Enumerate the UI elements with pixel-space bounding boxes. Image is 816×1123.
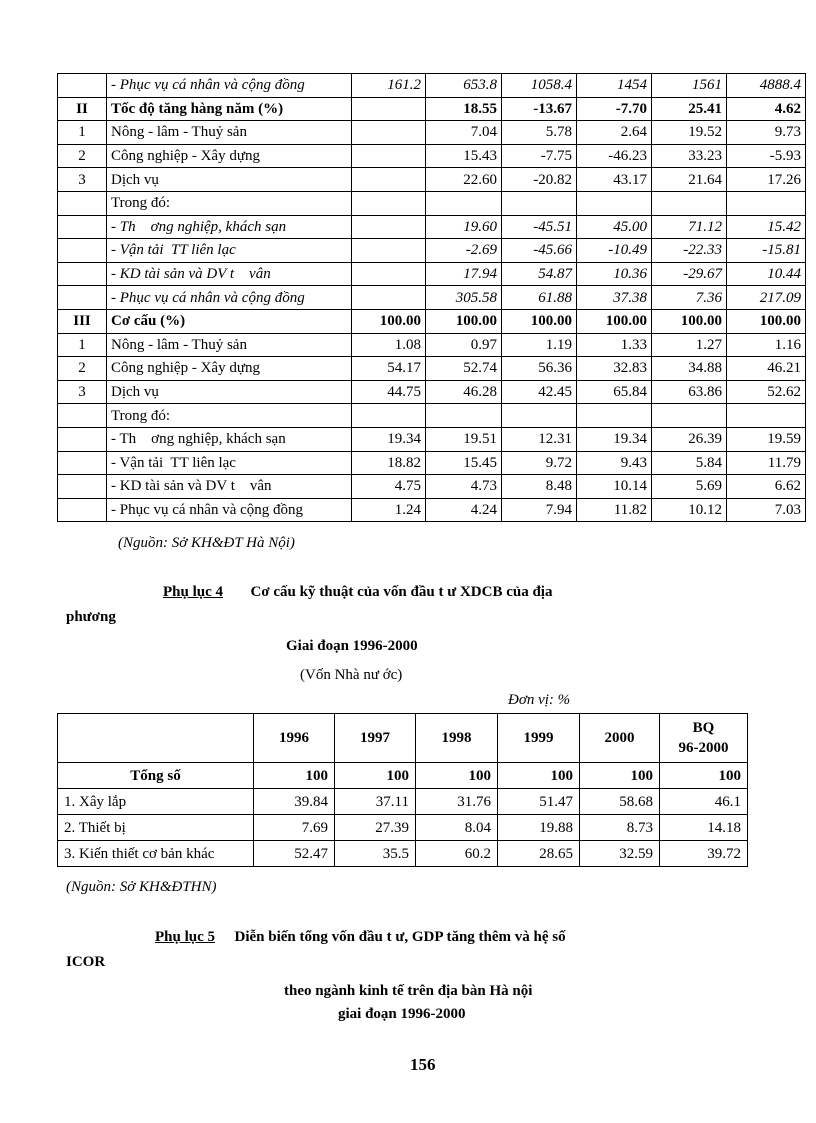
table1-cell: 100.00 <box>727 309 806 333</box>
table1-cell: 100.00 <box>426 309 502 333</box>
table1-row-number <box>58 427 107 451</box>
table2-header-1999: 1999 <box>498 714 580 763</box>
table1-row-number: 1 <box>58 333 107 357</box>
table2-cell: 51.47 <box>498 789 580 815</box>
table1-cell: 217.09 <box>727 286 806 310</box>
table2-row <box>58 763 748 789</box>
table2-cell: 31.76 <box>416 789 498 815</box>
table1-cell <box>352 121 426 145</box>
table1-cell: 7.94 <box>502 498 577 522</box>
table1-cell <box>727 191 806 215</box>
table1-cell: 10.14 <box>577 475 652 499</box>
table1-cell: -10.49 <box>577 239 652 263</box>
table1-cell: 61.88 <box>502 286 577 310</box>
table1-cell: 1561 <box>652 74 727 98</box>
table1-cell: 653.8 <box>426 74 502 98</box>
table1-row-label: - Vận tải TT liên lạc <box>107 239 352 263</box>
table1-cell: 9.72 <box>502 451 577 475</box>
table2-cell: 58.68 <box>580 789 660 815</box>
appendix4-heading <box>163 584 552 601</box>
table1-cell: 32.83 <box>577 357 652 381</box>
table1-cell: -7.75 <box>502 144 577 168</box>
table1-cell: 19.59 <box>727 427 806 451</box>
table2-row-label: 1. Xây lắp <box>58 789 254 815</box>
table1-cell <box>352 215 426 239</box>
table1-row-label: Cơ cấu (%) <box>107 309 352 333</box>
table1-row-number <box>58 286 107 310</box>
appendix5-subtitle: theo ngành kinh tế trên địa bàn Hà nội <box>284 983 533 999</box>
table2-cell: 35.5 <box>335 841 416 867</box>
table1-cell: 26.39 <box>652 427 727 451</box>
table1-cell: 9.73 <box>727 121 806 145</box>
table1-cell: 21.64 <box>652 168 727 192</box>
table2-row-label: Tổng số <box>58 763 254 789</box>
table2-header-empty <box>58 714 254 763</box>
table1-cell: 44.75 <box>352 380 426 404</box>
table2-cell: 46.1 <box>660 789 748 815</box>
table1-cell: 4.75 <box>352 475 426 499</box>
table2-cell: 39.72 <box>660 841 748 867</box>
table1-row <box>58 498 806 522</box>
table1-cell: 46.21 <box>727 357 806 381</box>
table1-cell: 8.48 <box>502 475 577 499</box>
table1-row <box>58 74 806 98</box>
table1-cell: 6.62 <box>727 475 806 499</box>
appendix4-period: Giai đoạn 1996-2000 <box>286 638 418 654</box>
table1-cell: 63.86 <box>652 380 727 404</box>
table1-row-number <box>58 404 107 428</box>
table1-cell: -2.69 <box>426 239 502 263</box>
table1-cell: 19.52 <box>652 121 727 145</box>
table1-cell <box>352 168 426 192</box>
appendix5-title-cont: ICOR <box>66 954 106 970</box>
table2-cell: 100 <box>660 763 748 789</box>
table1-cell: 1.19 <box>502 333 577 357</box>
table1-cell <box>577 404 652 428</box>
table1-row-label: Công nghiệp - Xây dựng <box>107 144 352 168</box>
table1-cell: 18.55 <box>426 97 502 121</box>
table1-cell: -46.23 <box>577 144 652 168</box>
table2-cell: 60.2 <box>416 841 498 867</box>
table1-cell: 65.84 <box>577 380 652 404</box>
table1-row-label: Nông - lâm - Thuỷ sản <box>107 333 352 357</box>
table2-header-bq-line1: BQ <box>692 720 715 736</box>
appendix4-title: Cơ cấu kỹ thuật của vốn đầu t ư XDCB của địa <box>250 584 553 600</box>
table1-cell: 34.88 <box>652 357 727 381</box>
table1-cell: 45.00 <box>577 215 652 239</box>
table1-row-label: Trong đó: <box>107 404 352 428</box>
appendix4-unit: Đơn vị: % <box>508 692 571 708</box>
table1-row <box>58 144 806 168</box>
table1-cell: 5.84 <box>652 451 727 475</box>
table1-cell: -15.81 <box>727 239 806 263</box>
table1-row-number <box>58 498 107 522</box>
table1-row-number: 1 <box>58 121 107 145</box>
table1-cell: 100.00 <box>502 309 577 333</box>
table1-row-label: - Th ơng nghiệp, khách sạn <box>107 427 352 451</box>
table1-row <box>58 215 806 239</box>
table2-cell: 52.47 <box>254 841 335 867</box>
table1-row-label: Dịch vụ <box>107 168 352 192</box>
table1-cell <box>577 191 652 215</box>
table1-row-label: Nông - lâm - Thuỷ sản <box>107 121 352 145</box>
table1-source: (Nguồn: Sở KH&ĐT Hà Nội) <box>118 535 295 551</box>
table2-cell: 100 <box>254 763 335 789</box>
table1-cell: -20.82 <box>502 168 577 192</box>
table2-cell: 100 <box>416 763 498 789</box>
table2-header-1996: 1996 <box>254 714 335 763</box>
table1-cell: 19.60 <box>426 215 502 239</box>
table1-row <box>58 262 806 286</box>
table1-cell: 15.43 <box>426 144 502 168</box>
table1-row <box>58 427 806 451</box>
table1-row <box>58 168 806 192</box>
table1-cell <box>502 191 577 215</box>
table1-cell: -45.51 <box>502 215 577 239</box>
table2-cell: 100 <box>498 763 580 789</box>
table1-cell: 100.00 <box>577 309 652 333</box>
table1-cell: 100.00 <box>352 309 426 333</box>
table1-row-label: Dịch vụ <box>107 380 352 404</box>
table1-cell: 10.44 <box>727 262 806 286</box>
table1-cell: 1058.4 <box>502 74 577 98</box>
table1-cell: -7.70 <box>577 97 652 121</box>
table1-cell <box>502 404 577 428</box>
table2-header-bq-line2: 96-2000 <box>678 740 729 756</box>
table1-cell: 42.45 <box>502 380 577 404</box>
table1-cell: -13.67 <box>502 97 577 121</box>
table1-row <box>58 121 806 145</box>
appendix5-period: giai đoạn 1996-2000 <box>338 1006 466 1022</box>
table1-cell: 4.24 <box>426 498 502 522</box>
table1-row <box>58 380 806 404</box>
table2-cell: 32.59 <box>580 841 660 867</box>
table1-cell: 1.27 <box>652 333 727 357</box>
table1-cell: 1.16 <box>727 333 806 357</box>
appendix4-label: Phụ lục 4 <box>163 584 224 600</box>
table1-cell: 17.26 <box>727 168 806 192</box>
table1-cell: -45.66 <box>502 239 577 263</box>
table1-cell: 10.36 <box>577 262 652 286</box>
table1-cell <box>426 404 502 428</box>
table1-row-number <box>58 451 107 475</box>
capital-structure-table <box>57 713 748 867</box>
table1-row <box>58 333 806 357</box>
table1-cell: 1.33 <box>577 333 652 357</box>
table1-cell: 25.41 <box>652 97 727 121</box>
table1-cell: 12.31 <box>502 427 577 451</box>
table2-header-2000: 2000 <box>580 714 660 763</box>
table1-cell <box>426 191 502 215</box>
table1-cell: 1.24 <box>352 498 426 522</box>
table1-row-label: Trong đó: <box>107 191 352 215</box>
table1-cell: 71.12 <box>652 215 727 239</box>
table1-row <box>58 286 806 310</box>
table1-cell: 0.97 <box>426 333 502 357</box>
table1-row <box>58 191 806 215</box>
table1-row-label: - KD tài sản và DV t vân <box>107 262 352 286</box>
appendix4-subtitle: (Vốn Nhà nư ớc) <box>300 667 403 683</box>
table1-cell: 4.73 <box>426 475 502 499</box>
table1-cell: 10.12 <box>652 498 727 522</box>
table1-row <box>58 97 806 121</box>
table1-row <box>58 404 806 428</box>
table1-cell <box>352 239 426 263</box>
table1-row-number: 2 <box>58 357 107 381</box>
table2-row-label: 2. Thiết bị <box>58 815 254 841</box>
table2-cell: 8.73 <box>580 815 660 841</box>
table1-cell: 5.78 <box>502 121 577 145</box>
table1-cell: 7.36 <box>652 286 727 310</box>
table2-cell: 28.65 <box>498 841 580 867</box>
table1-cell: 161.2 <box>352 74 426 98</box>
table1-cell: 56.36 <box>502 357 577 381</box>
table2-cell: 27.39 <box>335 815 416 841</box>
table1-row <box>58 475 806 499</box>
table1-cell: 18.82 <box>352 451 426 475</box>
table1-cell: 2.64 <box>577 121 652 145</box>
growth-structure-table <box>57 73 806 522</box>
table2-cell: 19.88 <box>498 815 580 841</box>
table1-row-number: 3 <box>58 168 107 192</box>
table1-cell: 7.03 <box>727 498 806 522</box>
table2-cell: 39.84 <box>254 789 335 815</box>
table2-header-bq <box>660 714 748 763</box>
table1-cell <box>652 404 727 428</box>
table1-cell: 1.08 <box>352 333 426 357</box>
table1-cell: 19.51 <box>426 427 502 451</box>
table1-cell: 4.62 <box>727 97 806 121</box>
table1-row-number: 2 <box>58 144 107 168</box>
table1-cell: 100.00 <box>652 309 727 333</box>
page-number: 156 <box>410 1055 436 1074</box>
appendix5-label: Phụ lục 5 <box>155 929 216 945</box>
table1-cell: 15.42 <box>727 215 806 239</box>
table2-row <box>58 789 748 815</box>
table1-cell: 11.79 <box>727 451 806 475</box>
table1-cell: 19.34 <box>577 427 652 451</box>
table1-cell <box>352 144 426 168</box>
table1-row-number: 3 <box>58 380 107 404</box>
table1-cell: 54.87 <box>502 262 577 286</box>
table1-cell: 43.17 <box>577 168 652 192</box>
table1-cell: -29.67 <box>652 262 727 286</box>
table1-cell: 54.17 <box>352 357 426 381</box>
table1-row-number: III <box>58 309 107 333</box>
table1-row-number <box>58 262 107 286</box>
appendix5-heading <box>155 929 566 946</box>
table2-source: (Nguồn: Sở KH&ĐTHN) <box>66 879 217 895</box>
table1-cell: 4888.4 <box>727 74 806 98</box>
table1-row-label: Tốc độ tăng hàng năm (%) <box>107 97 352 121</box>
table1-row-number <box>58 191 107 215</box>
table1-row-number <box>58 475 107 499</box>
table1-cell: 15.45 <box>426 451 502 475</box>
table1-cell <box>352 262 426 286</box>
table1-row-label: - KD tài sản và DV t vân <box>107 475 352 499</box>
table1-cell: 37.38 <box>577 286 652 310</box>
table1-cell: 46.28 <box>426 380 502 404</box>
table1-cell <box>352 191 426 215</box>
table2-header-1997: 1997 <box>335 714 416 763</box>
table1-row-label: - Phục vụ cá nhân và cộng đồng <box>107 74 352 98</box>
table1-cell <box>727 404 806 428</box>
table1-cell: 22.60 <box>426 168 502 192</box>
table1-row-label: - Phục vụ cá nhân và cộng đồng <box>107 286 352 310</box>
table2-row <box>58 841 748 867</box>
table1-row <box>58 357 806 381</box>
table2-row <box>58 815 748 841</box>
table1-row <box>58 239 806 263</box>
table1-cell: 5.69 <box>652 475 727 499</box>
table1-cell <box>652 191 727 215</box>
table1-cell: 52.62 <box>727 380 806 404</box>
table1-row-number <box>58 74 107 98</box>
table1-row <box>58 451 806 475</box>
appendix4-title-cont: phương <box>66 609 116 625</box>
table1-row-label: - Vận tải TT liên lạc <box>107 451 352 475</box>
table1-row-label: Công nghiệp - Xây dựng <box>107 357 352 381</box>
table1-cell: 7.04 <box>426 121 502 145</box>
table1-cell: -5.93 <box>727 144 806 168</box>
table2-cell: 100 <box>335 763 416 789</box>
table1-row-number <box>58 215 107 239</box>
table1-cell: 52.74 <box>426 357 502 381</box>
table1-cell: 11.82 <box>577 498 652 522</box>
table1-row-label: - Th ơng nghiệp, khách sạn <box>107 215 352 239</box>
table1-cell: -22.33 <box>652 239 727 263</box>
table1-cell: 33.23 <box>652 144 727 168</box>
table1-cell: 9.43 <box>577 451 652 475</box>
table2-header-row <box>58 714 748 763</box>
table2-cell: 7.69 <box>254 815 335 841</box>
table1-cell <box>352 404 426 428</box>
table1-row <box>58 309 806 333</box>
table2-cell: 8.04 <box>416 815 498 841</box>
table1-cell: 1454 <box>577 74 652 98</box>
table1-row-number: II <box>58 97 107 121</box>
table1-cell <box>352 286 426 310</box>
table2-cell: 100 <box>580 763 660 789</box>
table1-row-label: - Phục vụ cá nhân và cộng đồng <box>107 498 352 522</box>
table2-header-1998: 1998 <box>416 714 498 763</box>
table2-row-label: 3. Kiến thiết cơ bản khác <box>58 841 254 867</box>
table1-cell: 305.58 <box>426 286 502 310</box>
table1-row-number <box>58 239 107 263</box>
appendix5-title: Diễn biến tổng vốn đầu t ư, GDP tăng thêm và hệ số <box>234 929 566 945</box>
table2-cell: 37.11 <box>335 789 416 815</box>
table1-cell <box>352 97 426 121</box>
table1-cell: 19.34 <box>352 427 426 451</box>
table2-cell: 14.18 <box>660 815 748 841</box>
table1-cell: 17.94 <box>426 262 502 286</box>
